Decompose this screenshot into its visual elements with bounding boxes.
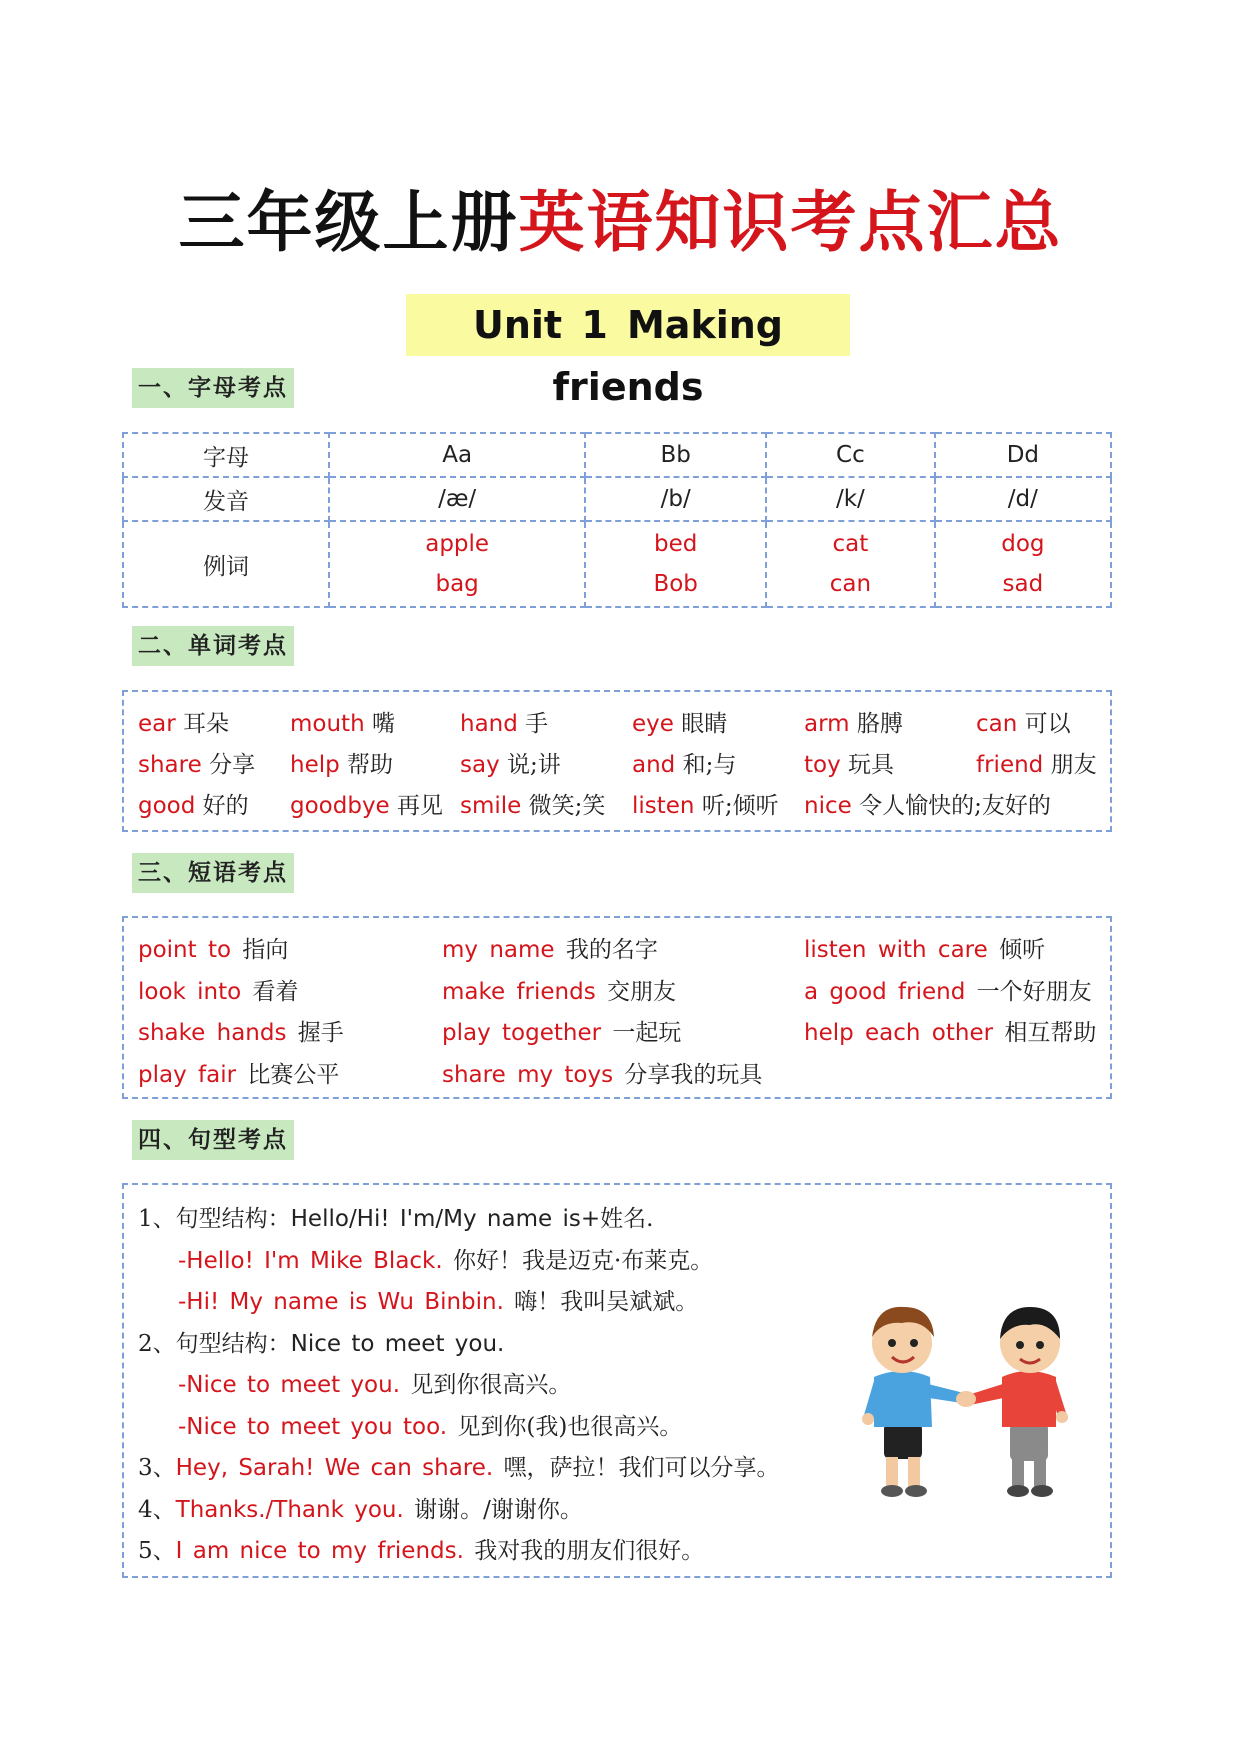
phrase-item: play fair 比赛公平 — [138, 1061, 340, 1088]
title-part-1: 三年级上册 — [178, 184, 519, 261]
sentence-line: 5、I am nice to my friends. 我对我的朋友们很好。 — [138, 1538, 705, 1564]
letter-cell: Dd — [935, 433, 1111, 477]
left-boy-figure — [862, 1307, 964, 1497]
example-cell — [329, 521, 585, 607]
example-word: sad — [1002, 571, 1044, 597]
sound-cell: /d/ — [935, 477, 1111, 521]
phrase-item: shake hands 握手 — [138, 1020, 344, 1046]
phrase-item: share my toys 分享我的玩具 — [442, 1061, 763, 1088]
example-cell — [585, 521, 766, 607]
word-item: toy 玩具 — [804, 752, 895, 778]
section-label-letters: 一、字母考点 — [132, 368, 294, 408]
phrase-item: play together 一起玩 — [442, 1020, 682, 1046]
page-title — [0, 178, 1241, 268]
phrase-item: look into 看着 — [138, 978, 299, 1005]
phrase-item: make friends 交朋友 — [442, 978, 677, 1005]
word-item: mouth 嘴 — [290, 711, 395, 737]
sentence-line: 2、句型结构：Nice to meet you. — [138, 1330, 505, 1357]
sentence-line: 3、Hey, Sarah! We can share. 嘿，萨拉！我们可以分享。 — [138, 1455, 780, 1481]
word-item: nice 令人愉快的;友好的 — [804, 793, 1051, 819]
example-word: bed — [654, 531, 698, 557]
phrase-item: my name 我的名字 — [442, 937, 658, 963]
word-item: say 说;讲 — [460, 752, 561, 778]
word-item: hand 手 — [460, 711, 549, 737]
letter-row — [123, 433, 1111, 477]
sound-row — [123, 477, 1111, 521]
row-label-sound: 发音 — [123, 477, 329, 521]
phrase-item: listen with care 倾听 — [804, 937, 1046, 963]
letter-cell: Cc — [766, 433, 935, 477]
word-item: friend 朋友 — [976, 752, 1097, 778]
sentence-line: -Nice to meet you. 见到你很高兴。 — [178, 1372, 572, 1398]
unit-heading: Unit 1 Making friends — [406, 294, 850, 356]
word-item: smile 微笑;笑 — [460, 793, 606, 819]
sound-cell: /k/ — [766, 477, 935, 521]
row-label-example: 例词 — [123, 521, 329, 607]
word-item: help 帮助 — [290, 752, 394, 778]
example-word: cat — [832, 531, 869, 557]
sentence-line: 1、句型结构：Hello/Hi! I'm/My name is+姓名. — [138, 1206, 654, 1232]
word-grid — [124, 692, 1110, 827]
word-item: share 分享 — [138, 752, 256, 778]
sentence-line: -Hello! I'm Mike Black. 你好！我是迈克·布莱克。 — [178, 1247, 714, 1274]
word-item: listen 听;倾听 — [632, 793, 779, 819]
kids-handshake-illustration — [860, 1285, 1070, 1505]
example-cell — [766, 521, 935, 607]
sentence-line: 4、Thanks./Thank you. 谢谢。/谢谢你。 — [138, 1496, 583, 1523]
words-box — [122, 690, 1112, 832]
section-label-phrases: 三、短语考点 — [132, 853, 294, 893]
phrase-item: help each other 相互帮助 — [804, 1020, 1097, 1046]
phrase-grid — [124, 918, 1110, 1096]
word-item: eye 眼睛 — [632, 711, 728, 737]
sentence-line: -Nice to meet you too. 见到你(我)也很高兴。 — [178, 1413, 683, 1440]
section-label-sentences: 四、句型考点 — [132, 1120, 294, 1160]
word-item: ear 耳朵 — [138, 711, 230, 737]
example-cell — [935, 521, 1111, 607]
title-part-2: 英语知识考点汇总 — [518, 184, 1063, 261]
example-word: can — [829, 571, 872, 597]
phrase-item: point to 指向 — [138, 937, 289, 963]
word-item: goodbye 再见 — [290, 793, 444, 819]
example-word: Bob — [653, 571, 698, 597]
example-word: bag — [435, 571, 479, 597]
letter-cell: Aa — [329, 433, 585, 477]
word-item: and 和;与 — [632, 752, 737, 778]
sound-cell: /æ/ — [329, 477, 585, 521]
sentence-line: -Hi! My name is Wu Binbin. 嗨！我叫吴斌斌。 — [178, 1289, 699, 1315]
example-row — [123, 521, 1111, 607]
word-item: arm 胳膊 — [804, 711, 903, 737]
word-item: good 好的 — [138, 793, 249, 819]
phrases-box — [122, 916, 1112, 1099]
phrase-item: a good friend 一个好朋友 — [804, 978, 1092, 1005]
word-item: can 可以 — [976, 711, 1071, 737]
section-label-words: 二、单词考点 — [132, 626, 294, 666]
example-word: dog — [1001, 531, 1045, 557]
row-label-letter: 字母 — [123, 433, 329, 477]
sound-cell: /b/ — [585, 477, 766, 521]
example-word: apple — [425, 531, 490, 557]
right-boy-figure — [956, 1307, 1068, 1497]
letter-cell: Bb — [585, 433, 766, 477]
letter-table — [122, 432, 1112, 608]
